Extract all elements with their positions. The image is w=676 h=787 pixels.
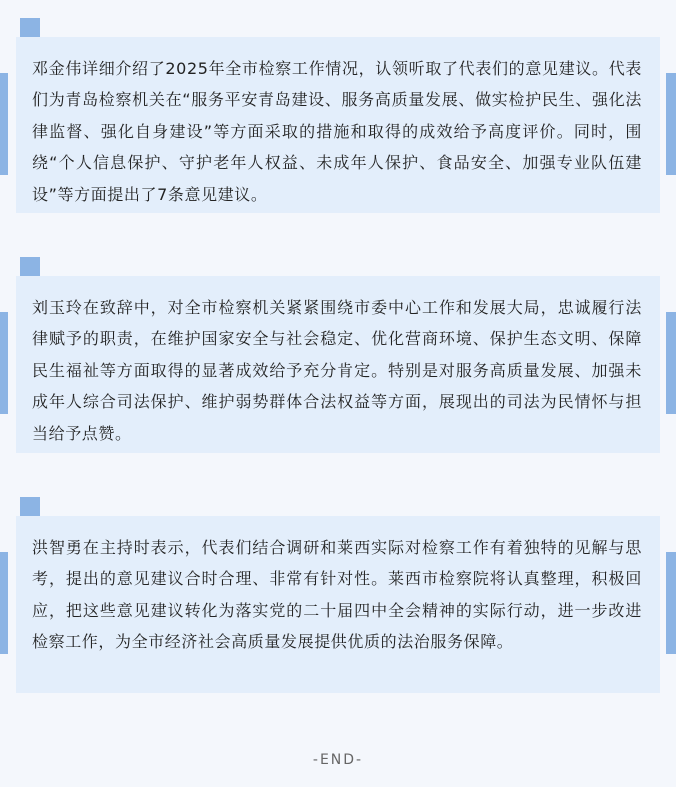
- decorative-square-large: [20, 497, 40, 517]
- paragraph-text-3: 洪智勇在主持时表示，代表们结合调研和莱西实际对检察工作有着独特的见解与思考，提出的意见建议合时合理、非常有针对性。莱西市检察院将认真整理，积极回应，把这些意见建议转化为落实党的二十届四中全会精神的实际行动，进一步改进检察工作，为全市经济社会高质量发展提供优质的法治服务保障。: [32, 538, 642, 652]
- paragraph-text-2: 刘玉玲在致辞中，对全市检察机关紧紧围绕市委中心工作和发展大局，忠诚履行法律赋予的职责，在维护国家安全与社会稳定、优化营商环境、保护生态文明、保障民生福祉等方面取得的显著成效给予充分肯定。特别是对服务高质量发展、加强未成年人综合司法保护、维护弱势群体合法权益等方面，展现出的司法为民情怀与担当给予点赞。: [32, 298, 642, 443]
- paragraph-card-3: [16, 516, 660, 693]
- paragraph-card-1: [16, 37, 660, 213]
- right-accent-bar-3: [666, 552, 676, 654]
- left-accent-bar-1: [0, 73, 8, 175]
- paragraph-card-2: [16, 276, 660, 453]
- left-accent-bar-3: [0, 552, 8, 654]
- decorative-square-large: [20, 18, 40, 38]
- right-accent-bar-2: [666, 312, 676, 414]
- right-accent-bar-1: [666, 73, 676, 175]
- end-marker: -END-: [312, 752, 364, 768]
- left-accent-bar-2: [0, 312, 8, 414]
- paragraph-text-1: 邓金伟详细介绍了2025年全市检察工作情况，认领听取了代表们的意见建议。代表们为青岛检察机关在“服务平安青岛建设、服务高质量发展、做实检护民生、强化法律监督、强化自身建设”等方面采取的措施和取得的成效给予高度评价。同时，围绕“个人信息保护、守护老年人权益、未成年人保护、食品安全、加强专业队伍建设”等方面提出了7条意见建议。: [32, 59, 642, 204]
- decorative-square-large: [20, 257, 40, 277]
